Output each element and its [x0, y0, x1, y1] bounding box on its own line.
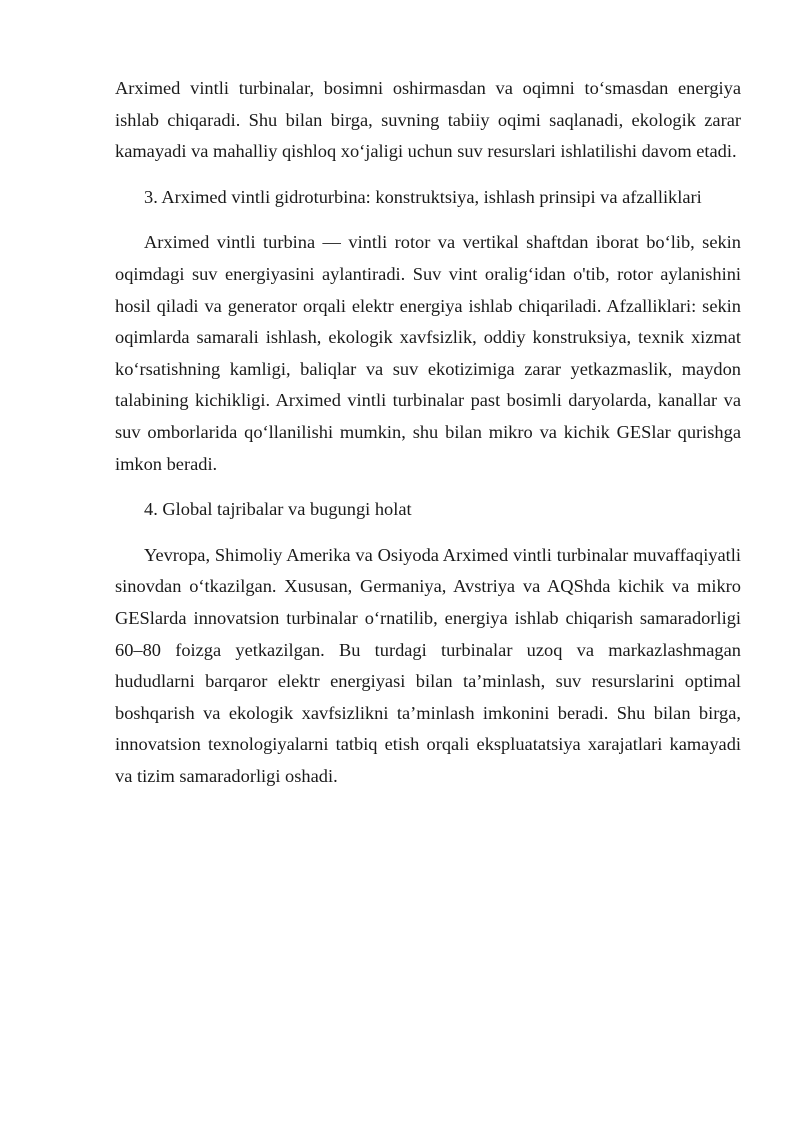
- paragraph-turbine-description: Arximed vintli turbina — vintli rotor va vertikal shaftdan iborat bo‘lib, sekin oqimdagi suv energiyasini aylantiradi. Suv vint oralig‘idan o'tib, rotor aylanishini hosil qiladi va generator orqali elektr energiya ishlab chiqariladi. Afzalliklari: sekin oqimlarda samarali ishlash, ekologik xavfsizlik, oddiy konstruksiya, texnik xizmat ko‘rsatishning kamligi, baliqlar va suv ekotizimiga zarar yetkazmaslik, maydon talabining kichikligi. Arximed vintli turbinalar past bosimli daryolarda, kanallar va suv omborlarida qo‘llanilishi mumkin, shu bilan mikro va kichik GESlar qurishga imkon beradi.: [115, 232, 741, 474]
- paragraph-gap: [115, 168, 741, 182]
- section-heading-4: 4. Global tajribalar va bugungi holat: [144, 499, 412, 520]
- paragraph-gap: [115, 526, 741, 540]
- paragraph-gap: [115, 213, 741, 227]
- section-heading-3: 3. Arximed vintli gidroturbina: konstruktsiya, ishlash prinsipi va afzalliklari: [144, 186, 702, 207]
- paragraph-intro: Arximed vintli turbinalar, bosimni oshirmasdan va oqimni to‘smasdan energiya ishlab chiqaradi. Shu bilan birga, suvning tabiiy oqimi saqlanadi, ekologik zarar kamayadi va mahalliy qishloq xo‘jaligi uchun suv resurslari ishlatilishi davom etadi.: [115, 78, 741, 162]
- paragraph-gap: [115, 480, 741, 494]
- document-page: [115, 73, 741, 792]
- paragraph-global-experience: Yevropa, Shimoliy Amerika va Osiyoda Arximed vintli turbinalar muvaffaqiyatli sinovdan o‘tkazilgan. Xususan, Germaniya, Avstriya va AQShda kichik va mikro GESlarda innovatsion turbinalar o‘rnatilib, energiya ishlab chiqarish samaradorligi 60–80 foizga yetkazilgan. Bu turdagi turbinalar uzoq va markazlashmagan hududlarni barqaror elektr energiyasi bilan ta’minlash, suv resurslarini optimal boshqarish va ekologik xavfsizlikni ta’minlash imkonini beradi. Shu bilan birga, innovatsion texnologiyalarni tatbiq etish orqali ekspluatatsiya xarajatlari kamayadi va tizim samaradorligi oshadi.: [115, 544, 741, 786]
